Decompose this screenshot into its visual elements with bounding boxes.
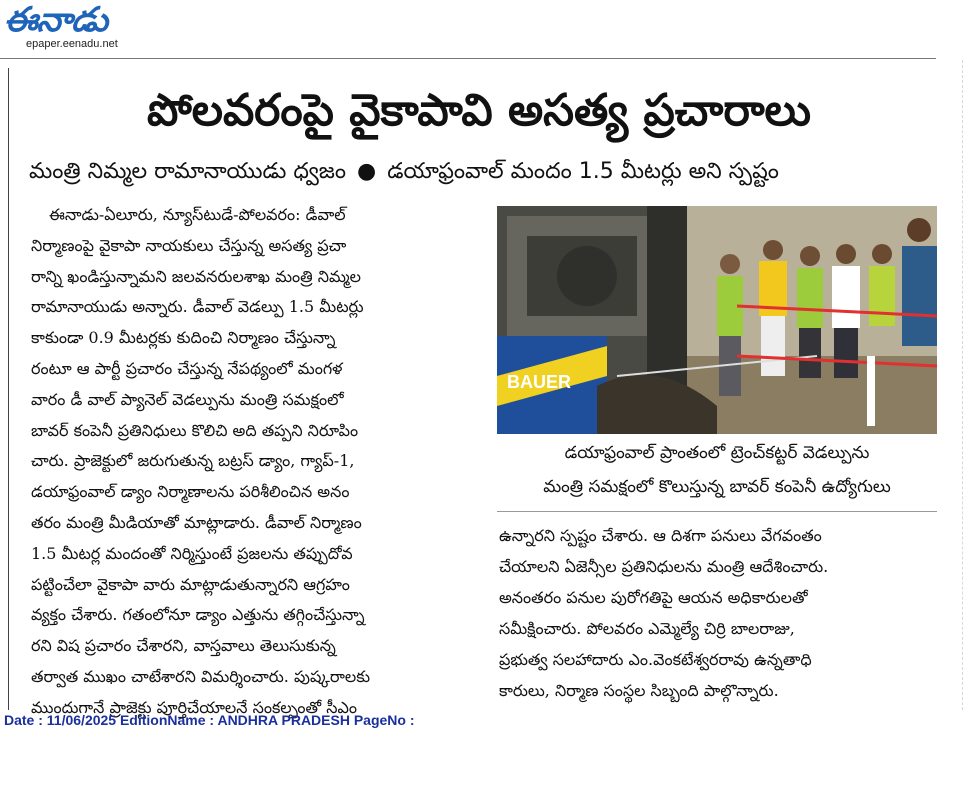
body-line: చారు. ప్రాజెక్టులో జరుగుతున్న బట్రస్ డ్యాం, గ్యాప్-1, [31, 451, 355, 471]
subhead-part-1: మంత్రి నిమ్మల రామానాయుడు ధ్వజం [29, 159, 347, 184]
body-line: ఉన్నారని స్పష్టం చేశారు. ఆ దిశగా పనులు వేగవంతం [499, 526, 822, 545]
body-line: వ్యక్తం చేశారు. గతంలోనూ డ్యాం ఎత్తును తగ్గించేస్తున్నా [31, 605, 365, 625]
masthead [0, 0, 970, 60]
body-line: సమీక్షించారు. పోలవరం ఎమ్మెల్యే చిర్రి బాలరాజు, [499, 619, 795, 638]
bauer-label: BAUER [507, 372, 572, 392]
body-line: రాన్ని ఖండిస్తున్నామని జలవనరులశాఖ మంత్రి నిమ్మల [31, 266, 361, 286]
article-subheadline [29, 152, 929, 192]
body-line: తరం మంత్రి మీడియాతో మాట్లాడారు. డీవాల్ నిర్మాణం [31, 512, 362, 532]
body-line: రామానాయుడు అన్నారు. డీవాల్ వెడల్పు 1.5 మీటర్లు [31, 297, 364, 317]
site-url: epaper.eenadu.net [26, 38, 118, 50]
caption-divider [497, 511, 937, 512]
edition-footer: Date : 11/06/2025 EditionName : ANDHRA PRADESH PageNo : [4, 712, 415, 728]
bullet-icon: ● [357, 159, 377, 184]
construction-site-photo [497, 206, 937, 434]
article-body-right [499, 520, 937, 710]
article-body-left [31, 200, 486, 717]
body-line: డయాఫ్రంవాల్ డ్యాం నిర్మాణాలను పరిశీలించిన అనం [31, 482, 350, 502]
eenadu-logo[interactable]: ఈనాడు [4, 0, 108, 40]
body-line: 1.5 మీటర్ల మందంతో నిర్మిస్తుంటే ప్రజలను తప్పుదోవ [31, 543, 353, 563]
body-line: రంటూ ఆ పార్టీ ప్రచారం చేస్తున్న నేపథ్యంలో మంగళ [31, 358, 343, 378]
page-edge [962, 60, 971, 710]
subhead-part-2: డయాఫ్రంవాల్ మందం 1.5 మీటర్లు అని స్పష్టం [387, 159, 779, 184]
article-photo [497, 206, 937, 434]
body-line: వారం డీ వాల్ ప్యానెల్ వెడల్పును మంత్రి సమక్షంలో [31, 389, 344, 409]
body-line: పట్టించేలా వైకాపా వారు మాట్లాడుతున్నారని ఆగ్రహం [31, 574, 350, 594]
body-line: రని విష ప్రచారం చేశారని, వాస్తవాలు తెలుసుకున్న [31, 636, 336, 656]
body-line: ఈనాడు-ఏలూరు, న్యూస్‌టుడే-పోలవరం: డీవాల్ [49, 205, 346, 224]
header-divider [0, 58, 936, 59]
caption-line: మంత్రి సమక్షంలో కొలుస్తున్న బావర్ కంపెనీ ఉద్యోగులు [543, 477, 891, 497]
body-line: బావర్ కంపెనీ ప్రతినిధులు కొలిచి అది తప్పని నిరూపిం [31, 420, 359, 440]
body-line: అనంతరం పనుల పురోగతిపై ఆయన అధికారులతో [499, 588, 808, 607]
body-line: ముందుగానే ప్రాజెక్టు పూర్తిచేయాలనే సంకల్పంతో సీఎం [31, 697, 357, 717]
body-line: నిర్మాణంపై వైకాపా నాయకులు చేస్తున్న అసత్య ప్రచా [31, 235, 347, 255]
body-line: కారులు, నిర్మాణ సంస్థల సిబ్బంది పాల్గొన్నారు. [499, 681, 779, 700]
article-headline: పోలవరంపై వైకాపావి అసత్య ప్రచారాలు [147, 85, 811, 136]
body-line: కాకుండా 0.9 మీటర్లకు కుదించి నిర్మాణం చేస్తున్నా [31, 328, 336, 348]
body-line: ప్రభుత్వ సలహాదారు ఎం.వెంకటేశ్వరరావు ఉన్నతాధి [499, 650, 812, 669]
article-clipping [8, 68, 939, 717]
caption-line: డయాఫ్రంవాల్ ప్రాంతంలో ట్రెంచ్‌కట్టర్ వెడల్పును [564, 443, 870, 463]
body-line: చేయాలని ఏజెన్సీల ప్రతినిధులను మంత్రి ఆదేశించారు. [499, 557, 829, 576]
body-line: తర్వాత ముఖం చాటేశారని విమర్శించారు. పుష్కరాలకు [31, 666, 371, 686]
photo-caption [497, 436, 937, 508]
